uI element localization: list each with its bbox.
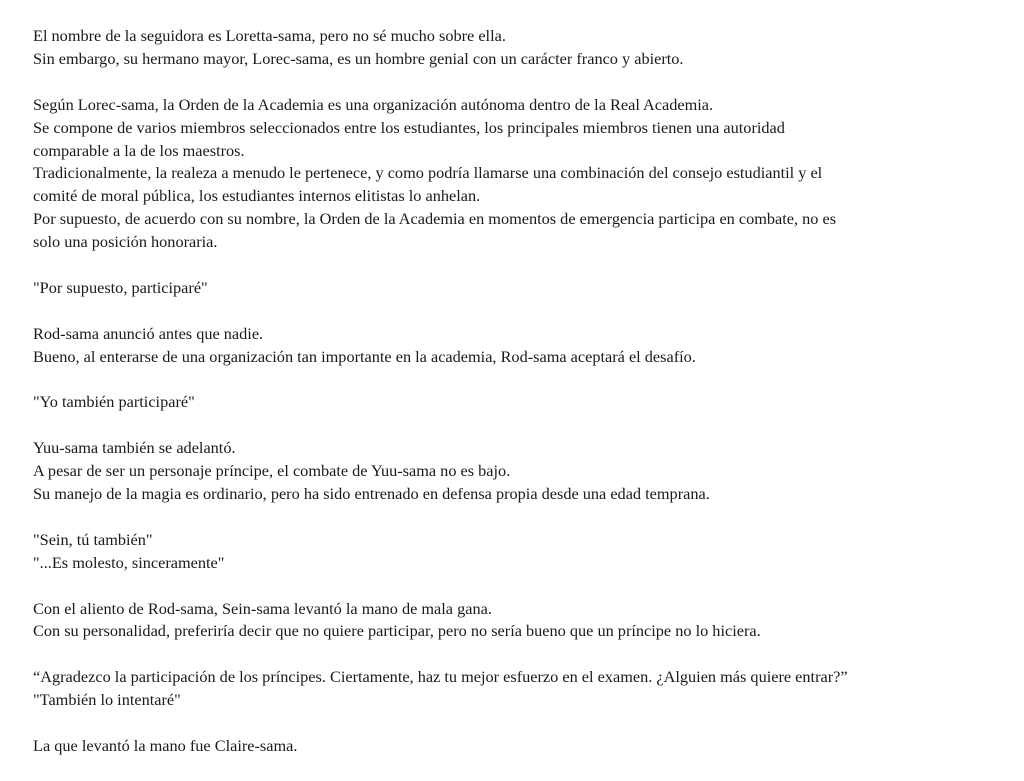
- text-line: solo una posición honoraria.: [33, 232, 218, 252]
- paragraph: [33, 323, 1008, 369]
- text-line: Rod-sama anunció antes que nadie.: [33, 323, 264, 343]
- text-line: Con su personalidad, preferiría decir que no quiere participar, pero no sería bueno que un príncipe no lo hiciera.: [33, 621, 761, 641]
- dialogue-line: “Agradezco la participación de los príncipes. Ciertamente, haz tu mejor esfuerzo en el examen. ¿Alguien más quiere entrar?”: [33, 667, 848, 687]
- dialogue-line: "También lo intentaré": [33, 690, 181, 710]
- text-line: El nombre de la seguidora es Loretta-sama, pero no sé mucho sobre ella.: [33, 26, 506, 45]
- paragraph: [33, 598, 1008, 644]
- text-line: Sin embargo, su hermano mayor, Lorec-sama, es un hombre genial con un carácter franco y abierto.: [33, 48, 684, 68]
- text-line: Con el aliento de Rod-sama, Sein-sama levantó la mano de mala gana.: [33, 598, 492, 618]
- text-line: A pesar de ser un personaje príncipe, el combate de Yuu-sama no es bajo.: [33, 461, 511, 481]
- text-line: Bueno, al enterarse de una organización tan importante en la academia, Rod-sama aceptará el desafío.: [33, 346, 696, 366]
- paragraph: [33, 94, 1008, 254]
- document-body: [33, 25, 1008, 781]
- dialogue-paragraph: [33, 391, 1008, 414]
- paragraph: [33, 437, 1008, 506]
- text-line: Se compone de varios miembros seleccionados entre los estudiantes, los principales miembros tienen una autoridad: [33, 117, 785, 137]
- text-line: Por supuesto, de acuerdo con su nombre, la Orden de la Academia en momentos de emergencia participa en combate, no es: [33, 209, 837, 229]
- dialogue-paragraph: [33, 277, 1008, 300]
- text-line: Su manejo de la magia es ordinario, pero ha sido entrenado en defensa propia desde una edad temprana.: [33, 484, 710, 504]
- paragraph: [33, 25, 1008, 71]
- text-line: Yuu-sama también se adelantó.: [33, 438, 236, 458]
- text-line: comité de moral pública, los estudiantes internos elitistas lo anhelan.: [33, 186, 481, 206]
- text-line: La que levantó la mano fue Claire-sama.: [33, 735, 298, 755]
- paragraph: [33, 735, 1008, 758]
- text-line: Según Lorec-sama, la Orden de la Academia es una organización autónoma dentro de la Real Academia.: [33, 94, 714, 114]
- dialogue-paragraph: [33, 666, 1008, 712]
- dialogue-line: "Yo también participaré": [33, 392, 195, 412]
- dialogue-line: "Por supuesto, participaré": [33, 277, 208, 297]
- dialogue-paragraph: [33, 529, 1008, 575]
- text-line: comparable a la de los maestros.: [33, 140, 245, 160]
- dialogue-line: "...Es molesto, sinceramente": [33, 552, 225, 572]
- text-line: Tradicionalmente, la realeza a menudo le pertenece, y como podría llamarse una combinación del consejo estudiantil y el: [33, 163, 823, 183]
- dialogue-line: "Sein, tú también": [33, 529, 153, 549]
